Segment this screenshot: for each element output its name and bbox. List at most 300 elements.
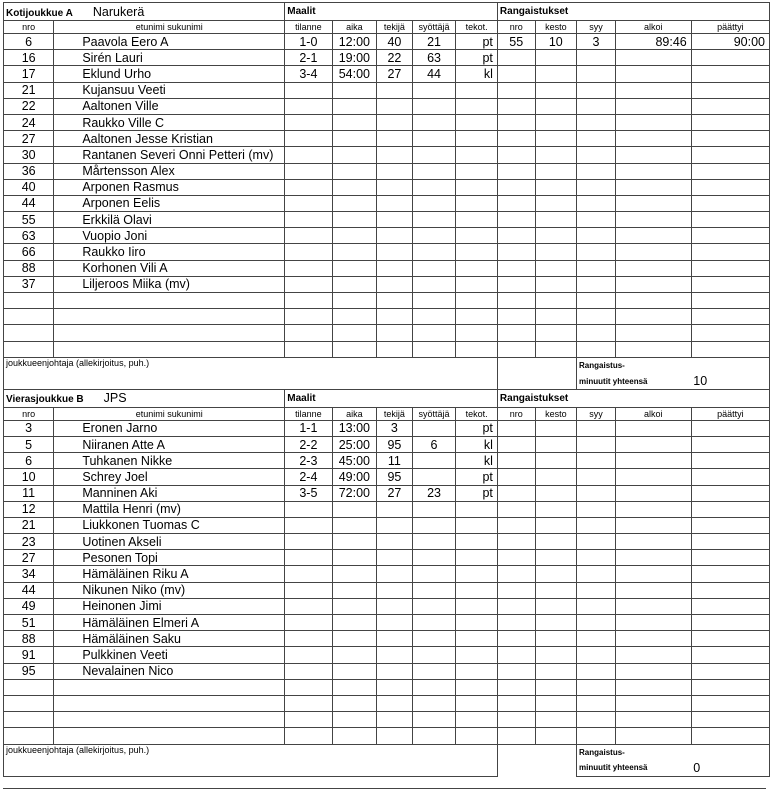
goal-tilanne — [285, 695, 332, 711]
penalty-syy — [577, 695, 616, 711]
column-header: kesto — [535, 407, 576, 420]
penalty-nro — [497, 566, 535, 582]
table-row — [4, 50, 770, 66]
player-number: 44 — [4, 582, 54, 598]
goal-tekot: pt — [456, 420, 498, 436]
penalty-minutes-total: 0 — [691, 760, 769, 776]
goal-tekot — [456, 293, 498, 309]
goal-tekot: kl — [456, 453, 498, 469]
goal-tilanne — [285, 647, 332, 663]
player-name — [54, 293, 285, 309]
penalty-syy — [577, 50, 616, 66]
player-name: Uotinen Akseli — [54, 534, 285, 550]
player-number: 34 — [4, 566, 54, 582]
goal-tekija: 95 — [377, 469, 412, 485]
player-number: 55 — [4, 212, 54, 228]
goal-tekot: pt — [456, 469, 498, 485]
penalty-alkoi — [615, 66, 691, 82]
goal-aika — [332, 147, 377, 163]
penalty-syy — [577, 550, 616, 566]
team-leader-signature: joukkueenjohtaja (allekirjoitus, puh.) — [4, 357, 498, 389]
player-number — [4, 712, 54, 728]
penalty-alkoi — [615, 631, 691, 647]
goal-syottaja — [412, 276, 456, 292]
penalties-title: Rangaistukset — [497, 3, 769, 21]
goal-tilanne: 2-1 — [285, 50, 332, 66]
player-name: Aaltonen Ville — [54, 98, 285, 114]
penalty-kesto — [535, 293, 576, 309]
penalty-syy — [577, 582, 616, 598]
penalty-alkoi — [615, 420, 691, 436]
goal-aika — [332, 647, 377, 663]
penalty-paattyi — [691, 325, 769, 341]
goal-aika — [332, 325, 377, 341]
column-header: tekot. — [456, 21, 498, 34]
goal-tekija — [377, 534, 412, 550]
goal-syottaja — [412, 534, 456, 550]
penalty-alkoi — [615, 695, 691, 711]
goal-aika — [332, 163, 377, 179]
goal-tilanne — [285, 517, 332, 533]
penalty-syy — [577, 147, 616, 163]
goal-tilanne — [285, 244, 332, 260]
table-row — [4, 325, 770, 341]
table-row — [4, 212, 770, 228]
penalty-nro — [497, 228, 535, 244]
column-header: tekijä — [377, 21, 412, 34]
table-row — [4, 293, 770, 309]
penalty-total-label: minuutit yhteensä — [577, 373, 692, 389]
penalty-alkoi — [615, 212, 691, 228]
goal-tekot — [456, 712, 498, 728]
player-name: Sirén Lauri — [54, 50, 285, 66]
goal-syottaja — [412, 647, 456, 663]
penalty-alkoi — [615, 325, 691, 341]
goal-tekija: 95 — [377, 436, 412, 452]
goal-syottaja — [412, 179, 456, 195]
goal-tekot — [456, 325, 498, 341]
penalty-nro — [497, 179, 535, 195]
player-name: Rantanen Severi Onni Petteri (mv) — [54, 147, 285, 163]
bottom-border — [3, 788, 766, 789]
penalty-alkoi — [615, 550, 691, 566]
penalty-alkoi — [615, 114, 691, 130]
penalty-paattyi — [691, 647, 769, 663]
goal-aika — [332, 517, 377, 533]
goal-syottaja — [412, 244, 456, 260]
goal-tilanne — [285, 566, 332, 582]
goal-tekot — [456, 341, 498, 357]
penalty-nro — [497, 647, 535, 663]
goal-aika — [332, 663, 377, 679]
goal-tekot — [456, 631, 498, 647]
penalty-nro — [497, 98, 535, 114]
goal-tekot — [456, 663, 498, 679]
penalty-alkoi — [615, 453, 691, 469]
penalty-kesto — [535, 341, 576, 357]
penalty-alkoi — [615, 309, 691, 325]
penalty-syy — [577, 453, 616, 469]
penalty-alkoi — [615, 679, 691, 695]
goal-tekot — [456, 728, 498, 744]
penalty-alkoi — [615, 647, 691, 663]
penalty-paattyi — [691, 517, 769, 533]
table-row — [4, 517, 770, 533]
goal-tilanne — [285, 131, 332, 147]
penalty-kesto — [535, 517, 576, 533]
column-header: nro — [4, 407, 54, 420]
goal-tekot — [456, 550, 498, 566]
penalty-kesto — [535, 712, 576, 728]
penalty-syy — [577, 534, 616, 550]
penalty-paattyi — [691, 114, 769, 130]
column-header: syy — [577, 407, 616, 420]
penalty-nro — [497, 436, 535, 452]
goal-tekot — [456, 647, 498, 663]
goal-tekot — [456, 228, 498, 244]
penalty-alkoi — [615, 436, 691, 452]
goal-tilanne — [285, 534, 332, 550]
penalty-kesto — [535, 534, 576, 550]
table-row — [4, 712, 770, 728]
goal-tilanne — [285, 163, 332, 179]
player-number: 5 — [4, 436, 54, 452]
goal-tilanne: 2-3 — [285, 453, 332, 469]
penalty-kesto — [535, 276, 576, 292]
penalty-syy — [577, 615, 616, 631]
goal-tilanne: 3-5 — [285, 485, 332, 501]
player-name: Eklund Urho — [54, 66, 285, 82]
player-number: 27 — [4, 550, 54, 566]
player-number: 6 — [4, 34, 54, 50]
goal-aika — [332, 615, 377, 631]
penalty-nro — [497, 147, 535, 163]
penalty-syy — [577, 663, 616, 679]
goal-tilanne — [285, 228, 332, 244]
goal-syottaja — [412, 163, 456, 179]
penalty-nro — [497, 598, 535, 614]
penalty-syy — [577, 114, 616, 130]
goal-syottaja — [412, 663, 456, 679]
column-header: tekijä — [377, 407, 412, 420]
penalty-alkoi — [615, 50, 691, 66]
goal-tilanne — [285, 728, 332, 744]
goal-tekot — [456, 309, 498, 325]
penalty-syy — [577, 82, 616, 98]
penalty-syy — [577, 679, 616, 695]
player-name: Hämäläinen Riku A — [54, 566, 285, 582]
player-number — [4, 293, 54, 309]
column-header: syöttäjä — [412, 407, 456, 420]
penalty-kesto — [535, 485, 576, 501]
goal-tilanne — [285, 147, 332, 163]
goal-tilanne — [285, 550, 332, 566]
penalty-paattyi — [691, 436, 769, 452]
penalty-paattyi — [691, 66, 769, 82]
goal-syottaja: 6 — [412, 436, 456, 452]
goal-tilanne — [285, 293, 332, 309]
penalty-total-label: minuutit yhteensä — [577, 760, 692, 776]
table-row — [4, 534, 770, 550]
penalty-kesto — [535, 582, 576, 598]
penalty-syy — [577, 631, 616, 647]
goal-tekot — [456, 534, 498, 550]
goal-syottaja — [412, 131, 456, 147]
goal-tilanne — [285, 98, 332, 114]
player-number: 91 — [4, 647, 54, 663]
goal-tekot: pt — [456, 50, 498, 66]
goal-tekija — [377, 260, 412, 276]
player-number: 44 — [4, 195, 54, 211]
goal-tekija: 27 — [377, 66, 412, 82]
penalty-paattyi — [691, 534, 769, 550]
goal-tilanne — [285, 260, 332, 276]
table-row — [4, 679, 770, 695]
player-number: 24 — [4, 114, 54, 130]
goals-title: Maalit — [285, 389, 498, 407]
goal-syottaja — [412, 712, 456, 728]
goal-aika — [332, 179, 377, 195]
goal-syottaja: 63 — [412, 50, 456, 66]
goal-aika — [332, 260, 377, 276]
goal-tekija — [377, 679, 412, 695]
penalty-kesto — [535, 663, 576, 679]
penalty-nro — [497, 728, 535, 744]
home-section — [4, 3, 770, 390]
goal-syottaja — [412, 695, 456, 711]
goal-tekija — [377, 517, 412, 533]
goal-tekot: kl — [456, 66, 498, 82]
player-name — [54, 309, 285, 325]
goal-tilanne — [285, 501, 332, 517]
goal-aika — [332, 501, 377, 517]
penalty-paattyi — [691, 712, 769, 728]
player-name — [54, 341, 285, 357]
penalty-nro — [497, 50, 535, 66]
penalty-nro — [497, 712, 535, 728]
penalty-alkoi — [615, 98, 691, 114]
table-row — [4, 485, 770, 501]
player-number: 11 — [4, 485, 54, 501]
goal-tekija — [377, 163, 412, 179]
goal-tilanne — [285, 341, 332, 357]
goal-tekija — [377, 244, 412, 260]
player-number: 22 — [4, 98, 54, 114]
player-name: Raukko Ville C — [54, 114, 285, 130]
team-title-cell — [4, 3, 285, 21]
penalty-nro — [497, 66, 535, 82]
penalty-kesto — [535, 631, 576, 647]
column-header: nro — [497, 21, 535, 34]
penalty-alkoi — [615, 228, 691, 244]
goal-syottaja — [412, 260, 456, 276]
goal-aika — [332, 550, 377, 566]
penalty-nro — [497, 163, 535, 179]
goal-tekija — [377, 82, 412, 98]
penalty-alkoi — [615, 131, 691, 147]
penalty-paattyi — [691, 163, 769, 179]
penalty-alkoi — [615, 293, 691, 309]
goal-tekija — [377, 179, 412, 195]
table-row — [4, 728, 770, 744]
table-row — [4, 615, 770, 631]
goal-tilanne — [285, 276, 332, 292]
empty-cell — [691, 744, 769, 760]
player-number: 21 — [4, 82, 54, 98]
player-number: 36 — [4, 163, 54, 179]
penalty-kesto — [535, 195, 576, 211]
goal-tilanne: 1-1 — [285, 420, 332, 436]
table-row — [4, 695, 770, 711]
penalty-kesto — [535, 309, 576, 325]
goal-aika — [332, 114, 377, 130]
team-name: Narukerä — [92, 4, 145, 19]
penalty-syy — [577, 179, 616, 195]
goal-syottaja — [412, 325, 456, 341]
penalty-alkoi — [615, 469, 691, 485]
penalty-alkoi — [615, 179, 691, 195]
penalty-kesto — [535, 114, 576, 130]
penalty-nro — [497, 453, 535, 469]
penalty-alkoi — [615, 712, 691, 728]
penalty-syy — [577, 212, 616, 228]
penalty-syy — [577, 228, 616, 244]
goal-syottaja — [412, 82, 456, 98]
penalty-alkoi — [615, 244, 691, 260]
goal-tilanne — [285, 309, 332, 325]
goal-tekija — [377, 712, 412, 728]
goal-tilanne — [285, 712, 332, 728]
goal-syottaja — [412, 114, 456, 130]
away-section — [4, 389, 770, 776]
goal-aika — [332, 82, 377, 98]
goal-aika: 25:00 — [332, 436, 377, 452]
table-row — [4, 647, 770, 663]
goal-tekija — [377, 195, 412, 211]
goal-aika: 72:00 — [332, 485, 377, 501]
penalty-paattyi — [691, 485, 769, 501]
player-name: Liljeroos Miika (mv) — [54, 276, 285, 292]
goal-tilanne — [285, 679, 332, 695]
goal-tekot — [456, 179, 498, 195]
penalty-syy — [577, 131, 616, 147]
column-header: tilanne — [285, 407, 332, 420]
penalty-alkoi — [615, 341, 691, 357]
penalty-total-label: Rangaistus- — [577, 357, 692, 373]
table-row — [4, 179, 770, 195]
goal-syottaja — [412, 293, 456, 309]
penalty-syy — [577, 276, 616, 292]
penalty-nro — [497, 82, 535, 98]
table-row — [4, 309, 770, 325]
penalty-alkoi — [615, 82, 691, 98]
goal-syottaja — [412, 147, 456, 163]
goal-tekot — [456, 517, 498, 533]
penalty-nro — [497, 293, 535, 309]
goal-tekot — [456, 131, 498, 147]
penalty-minutes-total: 10 — [691, 373, 769, 389]
penalty-kesto — [535, 598, 576, 614]
player-name: Heinonen Jimi — [54, 598, 285, 614]
goal-tekot — [456, 244, 498, 260]
player-name: Arponen Rasmus — [54, 179, 285, 195]
player-name: Raukko Iiro — [54, 244, 285, 260]
goal-tekija — [377, 276, 412, 292]
player-number: 88 — [4, 631, 54, 647]
goal-tilanne — [285, 615, 332, 631]
goal-aika: 45:00 — [332, 453, 377, 469]
penalty-alkoi — [615, 195, 691, 211]
column-header: nro — [497, 407, 535, 420]
table-row — [4, 260, 770, 276]
penalty-alkoi — [615, 728, 691, 744]
goal-tekija — [377, 598, 412, 614]
penalty-nro — [497, 485, 535, 501]
goal-tilanne: 2-2 — [285, 436, 332, 452]
table-row — [4, 501, 770, 517]
goal-aika — [332, 195, 377, 211]
penalty-syy — [577, 163, 616, 179]
column-header-row — [4, 21, 770, 34]
goal-tekija: 22 — [377, 50, 412, 66]
goal-syottaja — [412, 679, 456, 695]
goal-syottaja — [412, 212, 456, 228]
goal-tekot — [456, 147, 498, 163]
player-number: 6 — [4, 453, 54, 469]
goal-aika — [332, 309, 377, 325]
penalty-paattyi — [691, 244, 769, 260]
penalty-paattyi — [691, 550, 769, 566]
goal-aika: 19:00 — [332, 50, 377, 66]
penalty-paattyi — [691, 728, 769, 744]
goal-syottaja: 21 — [412, 34, 456, 50]
player-name — [54, 679, 285, 695]
player-number — [4, 309, 54, 325]
penalty-paattyi — [691, 195, 769, 211]
player-number: 66 — [4, 244, 54, 260]
penalty-nro: 55 — [497, 34, 535, 50]
footer-row — [4, 357, 770, 373]
penalty-alkoi — [615, 260, 691, 276]
goal-tekija: 40 — [377, 34, 412, 50]
penalty-paattyi — [691, 453, 769, 469]
section-title-row — [4, 3, 770, 21]
penalty-nro — [497, 325, 535, 341]
penalty-syy — [577, 517, 616, 533]
player-number: 40 — [4, 179, 54, 195]
penalty-nro — [497, 582, 535, 598]
penalty-paattyi — [691, 420, 769, 436]
goal-tilanne: 3-4 — [285, 66, 332, 82]
goal-tekija — [377, 309, 412, 325]
team-label: Vierasjoukkue B — [6, 394, 84, 406]
penalty-nro — [497, 212, 535, 228]
column-header: aika — [332, 407, 377, 420]
player-name — [54, 728, 285, 744]
goal-aika — [332, 712, 377, 728]
goal-aika — [332, 341, 377, 357]
penalty-kesto — [535, 179, 576, 195]
penalty-nro — [497, 469, 535, 485]
player-number: 63 — [4, 228, 54, 244]
player-number: 95 — [4, 663, 54, 679]
team-title-cell — [4, 389, 285, 407]
goal-aika — [332, 293, 377, 309]
penalty-nro — [497, 534, 535, 550]
penalty-kesto — [535, 325, 576, 341]
table-row — [4, 453, 770, 469]
goal-aika — [332, 131, 377, 147]
